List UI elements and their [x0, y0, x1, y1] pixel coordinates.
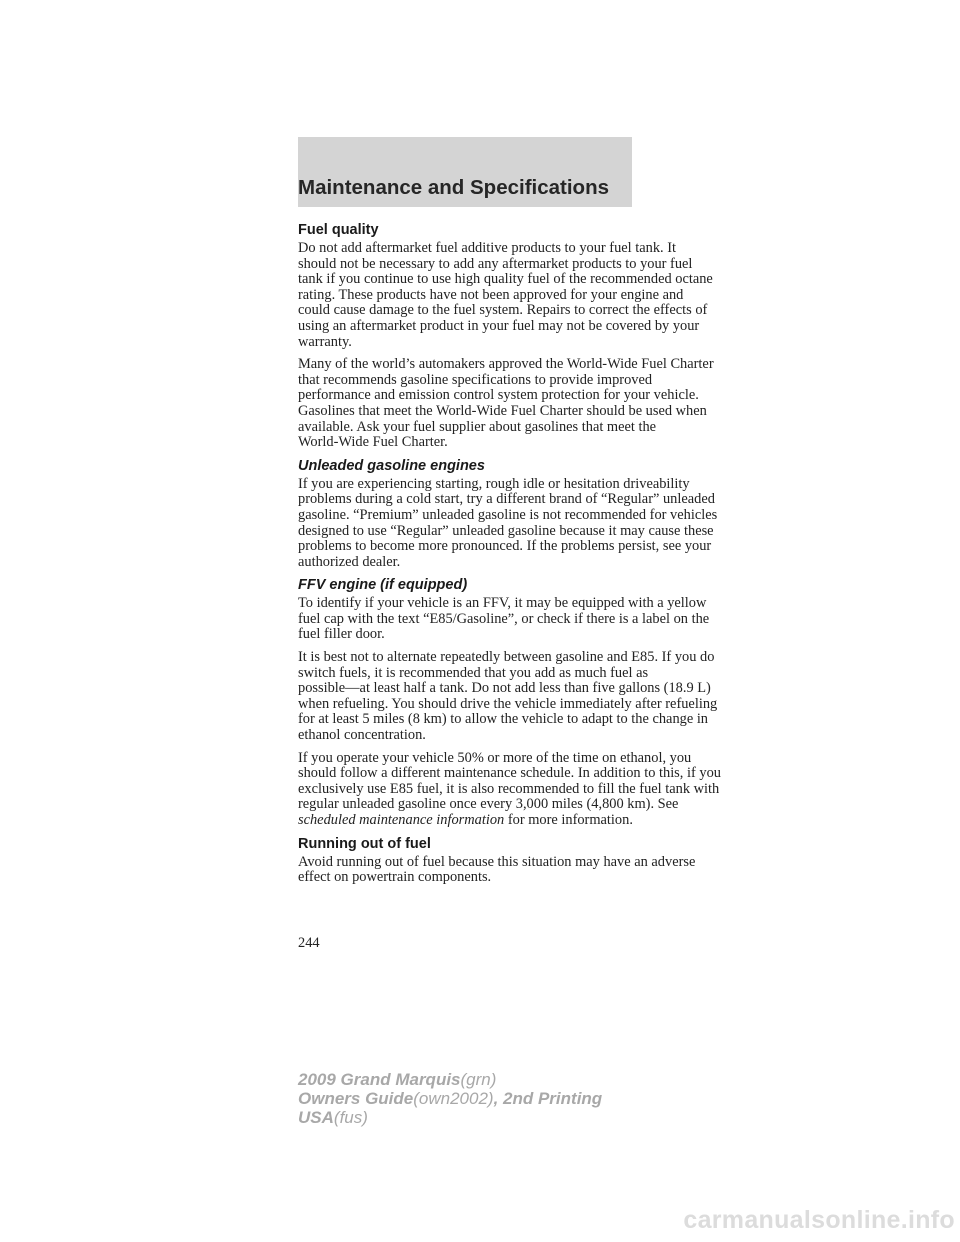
heading-unleaded-gasoline-engines: Unleaded gasoline engines [298, 457, 485, 474]
paragraph-ffv-identify: To identify if your vehicle is an FFV, it may be equipped with a yellow fuel cap with the text “E85/Gasoline”, or check if there is a label on the fuel filler door. [298, 595, 710, 643]
paragraph-fuel-charter: Many of the world’s automakers approved the World-Wide Fuel Charter that recommends gasoline specifications to provide improved performance and emission control system protection for your vehicle. Gasolines that meet the World-Wide Fuel Charter should be used when available. Ask your fuel supplier about gasolines that meet the World-Wide Fuel Charter. [298, 356, 714, 451]
paragraph-unleaded-gasoline: If you are experiencing starting, rough idle or hesitation driveability problems during a cold start, try a different brand of “Regular” unleaded gasoline. “Premium” unleaded gasoline is not recommended for vehicles designed to use “Regular” unleaded gasoline because it may cause these problems to become more pronounced. If the problems persist, see your authorized dealer. [298, 475, 718, 570]
heading-ffv-engine: FFV engine (if equipped) [298, 577, 468, 594]
paragraph-fuel-additives: Do not add aftermarket fuel additive products to your fuel tank. It should not be necessary to add any aftermarket products to your fuel tank if you continue to use high quality fuel of the recommended octane rating. These products have not been approved for your engine and could cause damage to the fuel system. Repairs to correct the effects of using an aftermarket product in your fuel may not be covered by your warranty. [298, 240, 713, 350]
cross-reference: scheduled maintenance information [298, 812, 505, 828]
section-title: Maintenance and Specifications [298, 176, 609, 199]
page-number: 244 [298, 935, 320, 951]
paragraph-ffv-ethanol-schedule: If you operate your vehicle 50% or more of the time on ethanol, you should follow a different maintenance schedule. In addition to this, if you exclusively use E85 fuel, it is also recommended to fill the fuel tank with regular unleaded gasoline once every 3,000 miles (4,800 km). See scheduled maintenance information for more information. [298, 749, 721, 828]
heading-fuel-quality: Fuel quality [298, 222, 379, 238]
heading-running-out-of-fuel: Running out of fuel [298, 835, 431, 852]
paragraph-ffv-alternate: It is best not to alternate repeatedly between gasoline and E85. If you do switch fuels, it is recommended that you add as much fuel as possible—at least half a tank. Do not add less than five gallons (18.9 L) when refueling. You should drive the vehicle immediately after refueling for at least 5 miles (8 km) to allow the vehicle to adapt to the change in ethanol concentration. [298, 649, 718, 744]
page-content [298, 222, 721, 893]
document-footer: 2009 Grand Marquis(grn) Owners Guide(own2002), 2nd Printing USA(fus) [298, 1070, 603, 1127]
watermark: carmanualsonline.info [683, 1206, 955, 1234]
paragraph-running-out-of-fuel: Avoid running out of fuel because this situation may have an adverse effect on powertrain components. [298, 853, 696, 886]
